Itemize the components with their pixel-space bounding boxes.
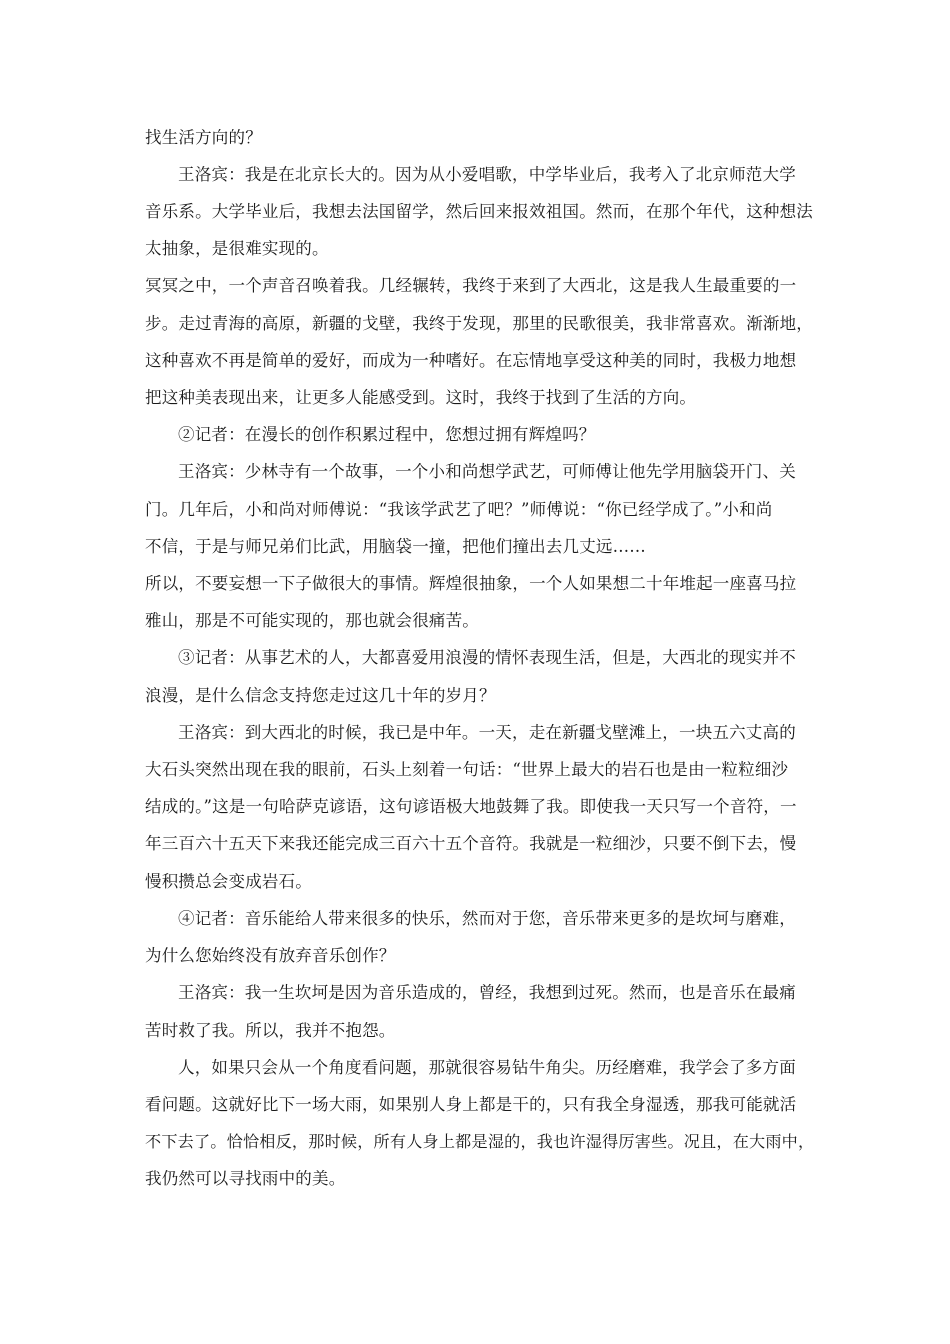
text-line: 步。走过青海的高原，新疆的戈壁，我终于发现，那里的民歌很美，我非常喜欢。渐渐地， [145,314,813,333]
text-line: 王洛宾：我一生坎坷是因为音乐造成的，曾经，我想到过死。然而，也是音乐在最痛 [178,983,796,1002]
text-line: 看问题。这就好比下一场大雨，如果别人身上都是干的，只有我全身湿透，那我可能就活 [145,1095,797,1114]
text-line: 结成的。”这是一句哈萨克谚语，这句谚语极大地鼓舞了我。即使我一天只写一个音符，一 [145,797,797,816]
text-line: 王洛宾：少林寺有一个故事，一个小和尚想学武艺，可师傅让他先学用脑袋开门、关 [178,462,796,481]
text-line: 所以，不要妄想一下子做很大的事情。辉煌很抽象，一个人如果想二十年堆起一座喜马拉 [145,574,797,593]
text-line: 太抽象，是很难实现的。 [145,239,329,258]
text-line: 年三百六十五天下来我还能完成三百六十五个音符。我就是一粒细沙，只要不倒下去，慢 [145,834,797,853]
text-line: 浪漫，是什么信念支持您走过这几十年的岁月？ [145,686,496,705]
text-line: 大石头突然出现在我的眼前，石头上刻着一句话：“世界上最大的岩石也是由一粒粒细沙 [145,760,789,779]
text-line: 为什么您始终没有放弃音乐创作？ [145,946,396,965]
text-line: 不信，于是与师兄弟们比武，用脑袋一撞，把他们撞出去几丈远…… [145,537,646,556]
text-line: 门。几年后，小和尚对师傅说：“我该学武艺了吧？”师傅说：“你已经学成了。”小和尚 [145,500,773,519]
text-line: 我仍然可以寻找雨中的美。 [145,1169,346,1188]
text-line: ④记者：音乐能给人带来很多的快乐，然而对于您，音乐带来更多的是坎坷与磨难， [178,909,796,928]
text-line: 不下去了。恰恰相反，那时候，所有人身上都是湿的，我也许湿得厉害些。况且，在大雨中， [145,1132,815,1151]
text-line: 这种喜欢不再是简单的爱好，而成为一种嗜好。在忘情地享受这种美的同时，我极力地想 [145,351,797,370]
text-line: 苦时救了我。所以，我并不抱怨。 [145,1021,396,1040]
text-line: 慢积攒总会变成岩石。 [145,872,312,891]
text-line: ②记者：在漫长的创作积累过程中，您想过拥有辉煌吗？ [178,425,596,444]
text-line: 王洛宾：到大西北的时候，我已是中年。一天，走在新疆戈壁滩上，一块五六丈高的 [178,723,796,742]
text-line: 冥冥之中，一个声音召唤着我。几经辗转，我终于来到了大西北，这是我人生最重要的一 [145,276,797,295]
text-line: 雅山，那是不可能实现的，那也就会很痛苦。 [145,611,479,630]
text-line: 找生活方向的？ [145,128,262,147]
text-line: 音乐系。大学毕业后，我想去法国留学，然后回来报效祖国。然而，在那个年代，这种想法 [145,202,813,221]
text-line: ③记者：从事艺术的人，大都喜爱用浪漫的情怀表现生活，但是，大西北的现实并不 [178,648,796,667]
text-line: 把这种美表现出来，让更多人能感受到。这时，我终于找到了生活的方向。 [145,388,697,407]
text-line: 人，如果只会从一个角度看问题，那就很容易钻牛角尖。历经磨难，我学会了多方面 [178,1058,796,1077]
text-line: 王洛宾：我是在北京长大的。因为从小爱唱歌，中学毕业后，我考入了北京师范大学 [178,165,796,184]
